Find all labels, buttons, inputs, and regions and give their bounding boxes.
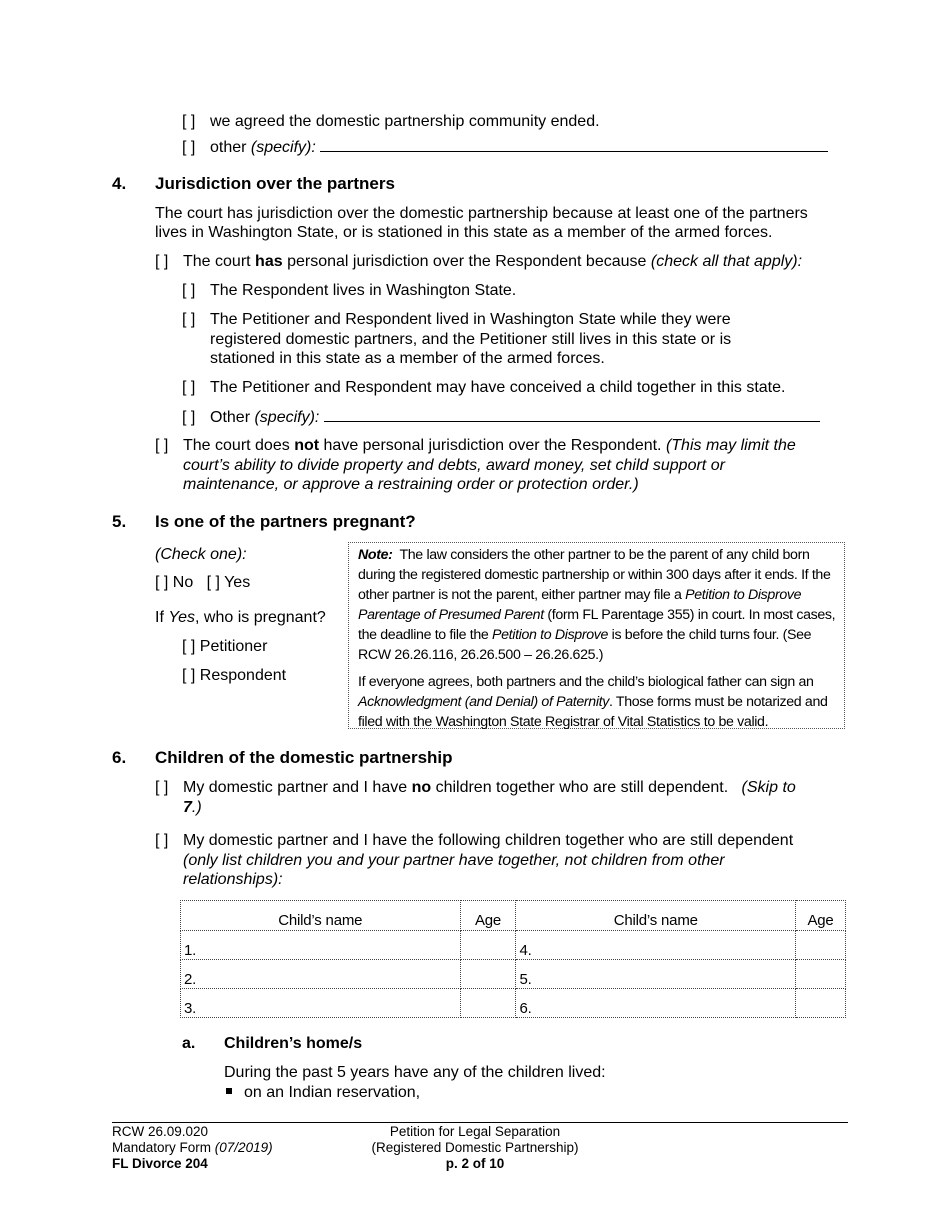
checkbox[interactable]: [ ]	[155, 832, 169, 849]
checkbox[interactable]: [ ]	[182, 282, 196, 299]
footer-mandatory: Mandatory Form (07/2019)	[112, 1140, 273, 1155]
option-conceived-child: [ ] The Petitioner and Respondent may have conceived a child together in this state.	[182, 379, 786, 396]
child-name-cell[interactable]: 1.	[181, 931, 461, 960]
specify-blank-line[interactable]	[324, 407, 820, 422]
option-lived-in-wa-line-3: stationed in this state as a member of the armed forces.	[210, 350, 605, 367]
children-table	[180, 900, 846, 1018]
skip-to-7: 7.)	[183, 799, 202, 816]
table-row	[181, 931, 846, 960]
checkbox[interactable]: [ ]	[155, 437, 169, 454]
option-respondent-lives-wa: [ ] The Respondent lives in Washington State.	[182, 282, 517, 299]
checkbox[interactable]: [ ]	[182, 113, 196, 130]
footer-title-1: Petition for Legal Separation	[389, 1124, 561, 1139]
child-name-cell[interactable]: 3.	[181, 989, 461, 1018]
option-court-has-jurisdiction: [ ] The court has personal jurisdiction over the Respondent because (check all that apply):	[155, 253, 803, 270]
checkbox[interactable]: [ ]	[155, 253, 169, 270]
no-jurisdiction-note-2: court’s ability to divide property and debts, award money, set child support or	[183, 457, 725, 474]
footer-title-2: (Registered Domestic Partnership)	[371, 1140, 579, 1155]
have-children-note-2: relationships):	[183, 871, 283, 888]
table-row	[181, 989, 846, 1018]
footer-rcw: RCW 26.09.020	[112, 1124, 209, 1139]
child-age-cell[interactable]	[796, 960, 846, 989]
checkbox[interactable]: [ ]	[182, 379, 196, 396]
footer-form-id: FL Divorce 204	[112, 1156, 208, 1171]
column-header: Child’s name	[516, 901, 796, 931]
option-court-no-jurisdiction: [ ] The court does not have personal jurisdiction over the Respondent. (This may limit the	[155, 437, 796, 454]
child-age-cell[interactable]	[460, 989, 516, 1018]
option-other: [ ] other (specify):	[182, 137, 828, 158]
footer-center	[340, 1124, 610, 1172]
table-row	[181, 960, 846, 989]
table-header-row	[181, 901, 846, 931]
child-name-cell[interactable]: 2.	[181, 960, 461, 989]
bullet-icon	[226, 1088, 232, 1094]
checkbox[interactable]: [ ]	[182, 667, 196, 684]
option-have-children: [ ] My domestic partner and I have the following children together who are still dependent	[155, 832, 794, 849]
check-one-label: (Check one):	[155, 546, 247, 563]
option-other-jurisdiction: [ ] Other (specify):	[182, 407, 820, 428]
child-age-cell[interactable]	[460, 931, 516, 960]
option-respondent: [ ] Respondent	[182, 667, 287, 684]
checkbox[interactable]: [ ]	[182, 409, 196, 426]
column-header: Age	[796, 901, 846, 931]
child-name-cell[interactable]: 4.	[516, 931, 796, 960]
parentage-note-box	[348, 542, 845, 729]
pregnant-no-yes: [ ] No [ ] Yes	[155, 574, 251, 591]
checkbox[interactable]: [ ]	[182, 638, 196, 655]
jurisdiction-intro-1: The court has jurisdiction over the domestic partnership because at least one of the partners	[155, 205, 808, 222]
checkbox[interactable]: [ ]	[182, 139, 196, 156]
bullet-item: on an Indian reservation,	[224, 1083, 420, 1103]
during-past-5-years: During the past 5 years have any of the children lived:	[224, 1064, 606, 1081]
who-is-pregnant: If Yes, who is pregnant?	[155, 609, 326, 626]
child-age-cell[interactable]	[796, 931, 846, 960]
child-name-cell[interactable]: 6.	[516, 989, 796, 1018]
footer-page-number: p. 2 of 10	[445, 1156, 505, 1171]
option-no-children: [ ] My domestic partner and I have no children together who are still dependent. (Skip to	[155, 779, 796, 796]
footer-divider	[112, 1122, 848, 1123]
checkbox[interactable]: [ ]	[155, 574, 169, 591]
option-lived-in-wa: [ ] The Petitioner and Respondent lived in Washington State while they were	[182, 311, 731, 328]
jurisdiction-intro-2: lives in Washington State, or is stationed in this state as a member of the armed forces.	[155, 224, 773, 241]
note-paragraph-2: If everyone agrees, both partners and the child’s biological father can sign an Acknowledgment (and Denial) of Paternity. Those forms must be notarized and filed with the Washington State Registrar of Vital Statistics to be valid.	[358, 674, 828, 730]
child-age-cell[interactable]	[796, 989, 846, 1018]
child-name-cell[interactable]: 5.	[516, 960, 796, 989]
no-jurisdiction-note-3: maintenance, or approve a restraining order or protection order.)	[183, 476, 639, 493]
option-lived-in-wa-line-2: registered domestic partners, and the Petitioner still lives in this state or is	[210, 331, 732, 348]
specify-blank-line[interactable]	[320, 137, 828, 152]
checkbox[interactable]: [ ]	[206, 574, 220, 591]
option-petitioner: [ ] Petitioner	[182, 638, 268, 655]
checkbox[interactable]: [ ]	[182, 311, 196, 328]
have-children-note-1: (only list children you and your partner have together, not children from other	[183, 852, 725, 869]
column-header: Age	[460, 901, 516, 931]
note-paragraph-1: Note: The law considers the other partner to be the parent of any child born during the registered domestic partnership or within 300 days after it ends. If the other partner is not the parent, either partner may file a Petition to Disprove Parentage of Presumed Parent (form FL Parentage 355) in court. In most cases, the deadline to file the Petition to Disprove is before the child turns four. (See RCW 26.26.116, 26.26.500 – 26.26.625.)	[358, 547, 836, 663]
child-age-cell[interactable]	[460, 960, 516, 989]
option-agreed-ended: [ ] we agreed the domestic partnership community ended.	[182, 113, 600, 130]
column-header: Child’s name	[181, 901, 461, 931]
checkbox[interactable]: [ ]	[155, 779, 169, 796]
footer-left	[112, 1124, 273, 1172]
